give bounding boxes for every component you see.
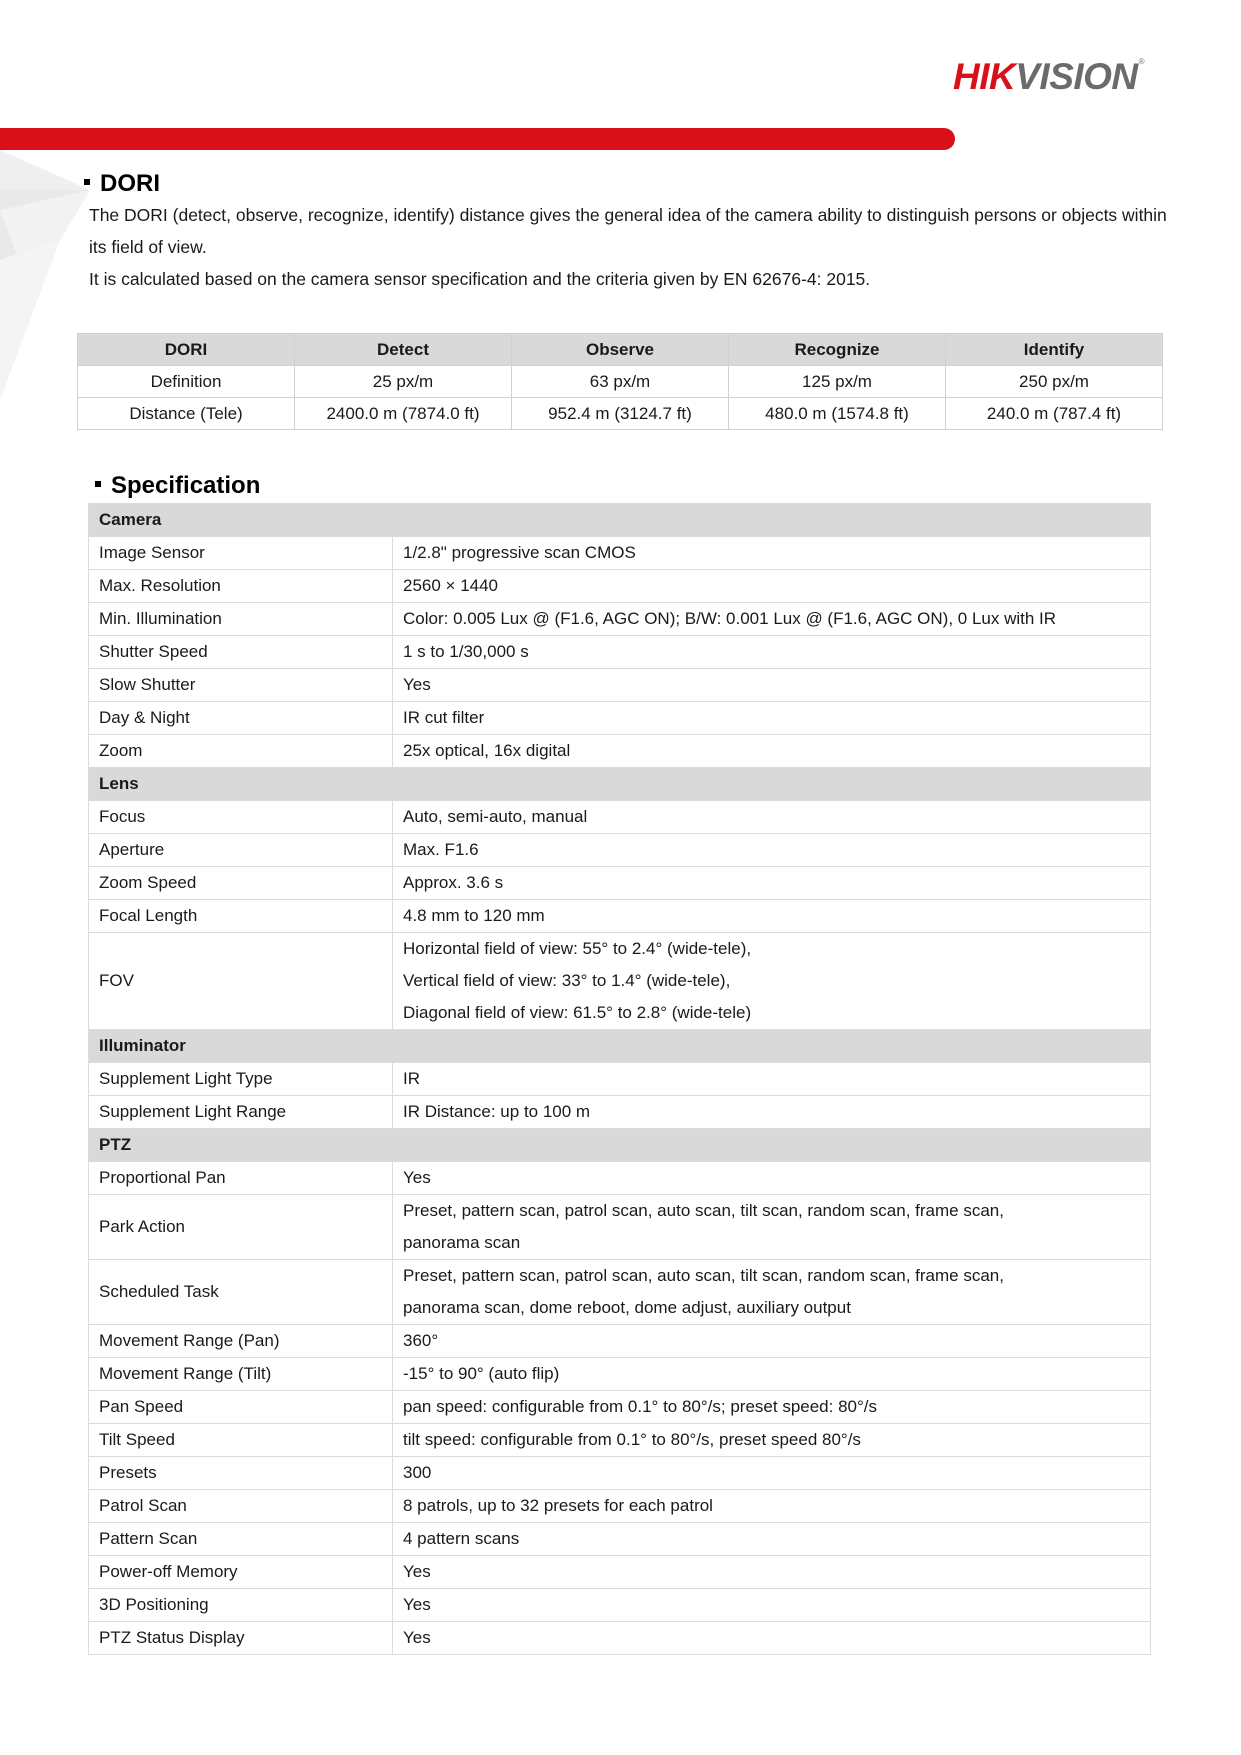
spec-label: Supplement Light Type bbox=[89, 1063, 393, 1096]
header-red-bar bbox=[0, 128, 955, 150]
spec-label: Image Sensor bbox=[89, 537, 393, 570]
dori-cell: 25 px/m bbox=[295, 366, 512, 398]
spec-group-header bbox=[89, 1030, 1151, 1063]
spec-label: Slow Shutter bbox=[89, 669, 393, 702]
dori-table bbox=[77, 333, 1163, 430]
spec-label: Zoom bbox=[89, 735, 393, 768]
spec-label: Presets bbox=[89, 1457, 393, 1490]
dori-cell: 240.0 m (787.4 ft) bbox=[946, 398, 1163, 430]
spec-value-line: Yes bbox=[403, 675, 431, 694]
spec-value-line: 1 s to 1/30,000 s bbox=[403, 642, 529, 661]
spec-row bbox=[89, 1063, 1151, 1096]
spec-value bbox=[393, 1589, 1151, 1622]
spec-value bbox=[393, 867, 1151, 900]
spec-row bbox=[89, 1391, 1151, 1424]
spec-label: PTZ Status Display bbox=[89, 1622, 393, 1655]
spec-row bbox=[89, 636, 1151, 669]
spec-label: Focal Length bbox=[89, 900, 393, 933]
dori-header-cell: Detect bbox=[295, 334, 512, 366]
spec-value-line: Auto, semi-auto, manual bbox=[403, 807, 588, 826]
spec-group-name: Illuminator bbox=[89, 1030, 1151, 1063]
spec-group-header bbox=[89, 768, 1151, 801]
spec-value-line: 4.8 mm to 120 mm bbox=[403, 906, 545, 925]
spec-value bbox=[393, 570, 1151, 603]
spec-label: Movement Range (Pan) bbox=[89, 1325, 393, 1358]
spec-group-name: Camera bbox=[89, 504, 1151, 537]
spec-row bbox=[89, 1622, 1151, 1655]
dori-intro-paragraph: The DORI (detect, observe, recognize, identify) distance gives the general idea of the camera ability to distinguish persons or objects within its field of view. bbox=[89, 205, 1167, 257]
spec-row bbox=[89, 1589, 1151, 1622]
spec-group-header bbox=[89, 504, 1151, 537]
spec-label: Min. Illumination bbox=[89, 603, 393, 636]
dori-table-row bbox=[78, 398, 1163, 430]
spec-value bbox=[393, 636, 1151, 669]
spec-value-line: Color: 0.005 Lux @ (F1.6, AGC ON); B/W: 0.001 Lux @ (F1.6, AGC ON), 0 Lux with IR bbox=[403, 609, 1057, 628]
spec-value bbox=[393, 1556, 1151, 1589]
spec-value-line: 1/2.8" progressive scan CMOS bbox=[403, 543, 636, 562]
spec-label: Pan Speed bbox=[89, 1391, 393, 1424]
spec-label: Proportional Pan bbox=[89, 1162, 393, 1195]
spec-row bbox=[89, 1325, 1151, 1358]
spec-group-name: Lens bbox=[89, 768, 1151, 801]
spec-label: Park Action bbox=[89, 1195, 393, 1260]
spec-row bbox=[89, 900, 1151, 933]
dori-header-cell: Observe bbox=[512, 334, 729, 366]
spec-row bbox=[89, 603, 1151, 636]
spec-value bbox=[393, 1523, 1151, 1556]
spec-row bbox=[89, 735, 1151, 768]
spec-label: Zoom Speed bbox=[89, 867, 393, 900]
spec-row bbox=[89, 702, 1151, 735]
dori-cell: 125 px/m bbox=[729, 366, 946, 398]
spec-value-line: panorama scan, dome reboot, dome adjust, auxiliary output bbox=[403, 1298, 851, 1317]
dori-cell: 250 px/m bbox=[946, 366, 1163, 398]
spec-value-line: Yes bbox=[403, 1168, 431, 1187]
spec-row bbox=[89, 1162, 1151, 1195]
spec-row bbox=[89, 1523, 1151, 1556]
spec-row bbox=[89, 1096, 1151, 1129]
spec-value-line: Vertical field of view: 33° to 1.4° (wide-tele), bbox=[403, 971, 731, 990]
spec-label: Day & Night bbox=[89, 702, 393, 735]
spec-value-line: Yes bbox=[403, 1628, 431, 1647]
dori-section-title: DORI bbox=[84, 172, 160, 196]
spec-value bbox=[393, 735, 1151, 768]
spec-value bbox=[393, 1358, 1151, 1391]
spec-value-line: panorama scan bbox=[403, 1233, 521, 1252]
spec-value bbox=[393, 1063, 1151, 1096]
spec-value bbox=[393, 537, 1151, 570]
spec-value bbox=[393, 933, 1151, 1030]
spec-value bbox=[393, 1490, 1151, 1523]
spec-label: FOV bbox=[89, 933, 393, 1030]
spec-row bbox=[89, 669, 1151, 702]
dori-cell: 2400.0 m (7874.0 ft) bbox=[295, 398, 512, 430]
spec-row bbox=[89, 537, 1151, 570]
spec-label: Tilt Speed bbox=[89, 1424, 393, 1457]
dori-cell: Definition bbox=[78, 366, 295, 398]
spec-value bbox=[393, 1325, 1151, 1358]
spec-value bbox=[393, 1260, 1151, 1325]
spec-value-line: Yes bbox=[403, 1595, 431, 1614]
spec-value bbox=[393, 801, 1151, 834]
spec-row bbox=[89, 1490, 1151, 1523]
spec-row bbox=[89, 801, 1151, 834]
spec-value-line: 8 patrols, up to 32 presets for each patrol bbox=[403, 1496, 713, 1515]
spec-label: Shutter Speed bbox=[89, 636, 393, 669]
spec-value-line: Horizontal field of view: 55° to 2.4° (wide-tele), bbox=[403, 939, 752, 958]
spec-label: Power-off Memory bbox=[89, 1556, 393, 1589]
spec-value bbox=[393, 702, 1151, 735]
spec-label: Max. Resolution bbox=[89, 570, 393, 603]
spec-value bbox=[393, 669, 1151, 702]
spec-value bbox=[393, 1424, 1151, 1457]
spec-label: Movement Range (Tilt) bbox=[89, 1358, 393, 1391]
spec-value-line: Yes bbox=[403, 1562, 431, 1581]
dori-table-header-row bbox=[78, 334, 1163, 366]
spec-value bbox=[393, 1622, 1151, 1655]
spec-value-line: Preset, pattern scan, patrol scan, auto scan, tilt scan, random scan, frame scan, bbox=[403, 1266, 1004, 1285]
spec-group-header bbox=[89, 1129, 1151, 1162]
spec-value bbox=[393, 834, 1151, 867]
spec-value bbox=[393, 603, 1151, 636]
spec-label: Pattern Scan bbox=[89, 1523, 393, 1556]
spec-row bbox=[89, 834, 1151, 867]
spec-value-line: IR Distance: up to 100 m bbox=[403, 1102, 591, 1121]
spec-label: Patrol Scan bbox=[89, 1490, 393, 1523]
spec-value bbox=[393, 1096, 1151, 1129]
dori-cell: 952.4 m (3124.7 ft) bbox=[512, 398, 729, 430]
hikvision-logo bbox=[953, 58, 1144, 95]
spec-value bbox=[393, 900, 1151, 933]
spec-value-line: 25x optical, 16x digital bbox=[403, 741, 571, 760]
spec-value-line: 4 pattern scans bbox=[403, 1529, 520, 1548]
logo-hik: HIK bbox=[953, 56, 1016, 97]
spec-value bbox=[393, 1195, 1151, 1260]
spec-row bbox=[89, 1195, 1151, 1260]
spec-value bbox=[393, 1162, 1151, 1195]
spec-value-line: Diagonal field of view: 61.5° to 2.8° (wide-tele) bbox=[403, 1003, 752, 1022]
spec-value-line: IR cut filter bbox=[403, 708, 485, 727]
dori-header-cell: Recognize bbox=[729, 334, 946, 366]
dori-cell: Distance (Tele) bbox=[78, 398, 295, 430]
dori-cell: 63 px/m bbox=[512, 366, 729, 398]
spec-row bbox=[89, 570, 1151, 603]
spec-row bbox=[89, 1556, 1151, 1589]
spec-row bbox=[89, 1457, 1151, 1490]
spec-value-line: Approx. 3.6 s bbox=[403, 873, 504, 892]
spec-label: Aperture bbox=[89, 834, 393, 867]
spec-row bbox=[89, 1260, 1151, 1325]
specification-table bbox=[88, 503, 1151, 1655]
dori-intro bbox=[89, 199, 1169, 295]
spec-value-line: 360° bbox=[403, 1331, 439, 1350]
dori-header-cell: DORI bbox=[78, 334, 295, 366]
specification-section-title: Specification bbox=[95, 474, 260, 498]
spec-value-line: Max. F1.6 bbox=[403, 840, 479, 859]
spec-label: Scheduled Task bbox=[89, 1260, 393, 1325]
spec-value-line: IR bbox=[403, 1069, 420, 1088]
spec-value-line: -15° to 90° (auto flip) bbox=[403, 1364, 560, 1383]
spec-row bbox=[89, 1358, 1151, 1391]
spec-row bbox=[89, 867, 1151, 900]
logo-vision: VISION bbox=[1015, 56, 1138, 97]
spec-value-line: 2560 × 1440 bbox=[403, 576, 499, 595]
dori-header-cell: Identify bbox=[946, 334, 1163, 366]
bullet-icon bbox=[95, 481, 101, 487]
spec-value-line: pan speed: configurable from 0.1° to 80°/s; preset speed: 80°/s bbox=[403, 1397, 878, 1416]
registered-mark: ® bbox=[1138, 57, 1145, 66]
spec-row bbox=[89, 1424, 1151, 1457]
spec-value-line: Preset, pattern scan, patrol scan, auto scan, tilt scan, random scan, frame scan, bbox=[403, 1201, 1004, 1220]
spec-group-name: PTZ bbox=[89, 1129, 1151, 1162]
bullet-icon bbox=[84, 179, 90, 185]
spec-label: Supplement Light Range bbox=[89, 1096, 393, 1129]
dori-intro-paragraph: It is calculated based on the camera sensor specification and the criteria given by EN 62676-4: 2015. bbox=[89, 269, 871, 289]
spec-value bbox=[393, 1391, 1151, 1424]
spec-value-line: 300 bbox=[403, 1463, 432, 1482]
dori-cell: 480.0 m (1574.8 ft) bbox=[729, 398, 946, 430]
spec-label: 3D Positioning bbox=[89, 1589, 393, 1622]
spec-row bbox=[89, 933, 1151, 1030]
dori-table-row bbox=[78, 366, 1163, 398]
spec-value-line: tilt speed: configurable from 0.1° to 80°/s, preset speed 80°/s bbox=[403, 1430, 861, 1449]
spec-label: Focus bbox=[89, 801, 393, 834]
spec-value bbox=[393, 1457, 1151, 1490]
